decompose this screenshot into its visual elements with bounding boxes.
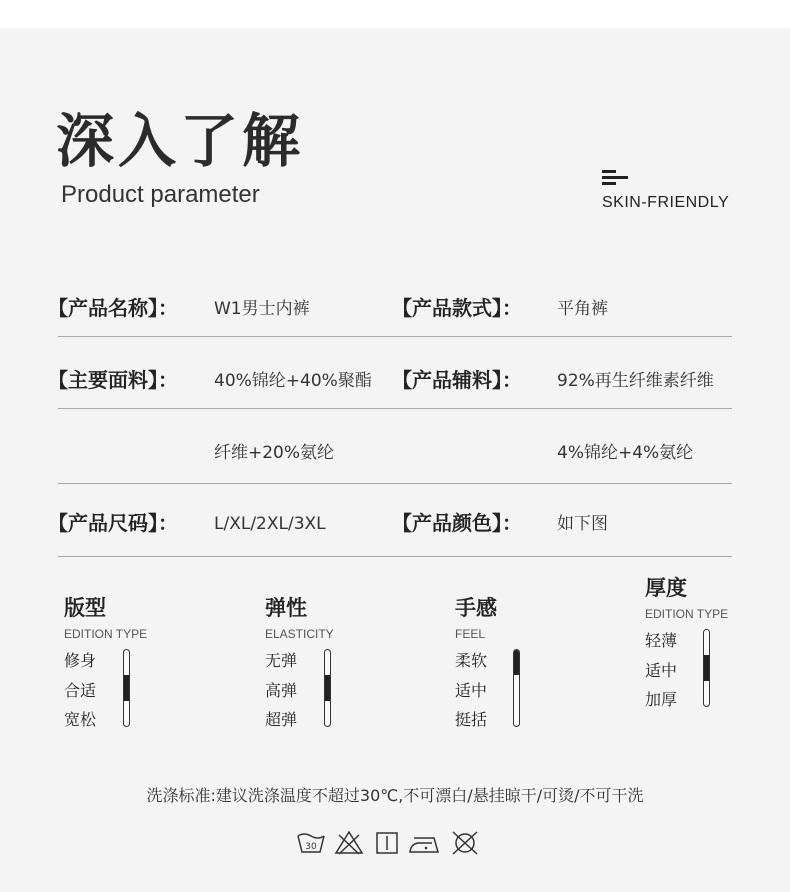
metric-option: 超弹 [265, 710, 298, 729]
param-value-fabric: 40%锦纶+40%聚酯 [214, 371, 372, 391]
metric-option: 宽松 [64, 710, 97, 729]
divider [58, 556, 732, 557]
param-value-size: L/XL/2XL/3XL [214, 514, 326, 534]
hang-dry-icon [374, 830, 400, 856]
level-bar [513, 649, 520, 727]
page-title: 深入了解 [56, 107, 305, 175]
no-dry-clean-icon [450, 830, 480, 856]
metric-option: 柔软 [455, 651, 488, 670]
metric-title: 版型 [64, 596, 106, 620]
metric-option: 修身 [64, 651, 97, 670]
metric-option: 无弹 [265, 651, 298, 670]
level-indicator [704, 655, 709, 680]
param-label-size: 【产品尺码】： [48, 511, 178, 535]
param-label-color: 【产品颜色】： [392, 511, 522, 535]
metric-title: 弹性 [265, 596, 307, 620]
param-value-fabric-cont: 纤维+20%氨纶 [214, 443, 335, 463]
level-indicator [124, 675, 129, 700]
param-value-name: W1男士内裤 [214, 299, 310, 319]
skin-friendly-badge: SKIN-FRIENDLY [602, 194, 730, 211]
level-bar [123, 649, 130, 727]
divider [58, 483, 732, 484]
metric-option: 加厚 [645, 690, 678, 709]
param-label-style: 【产品款式】： [392, 296, 522, 320]
metric-option: 适中 [455, 681, 488, 700]
level-indicator [514, 650, 519, 675]
metric-title: 手感 [455, 596, 497, 620]
metric-subtitle: FEEL [455, 627, 486, 641]
metric-subtitle: ELASTICITY [265, 627, 334, 641]
metric-subtitle: EDITION TYPE [645, 607, 729, 621]
divider [58, 336, 732, 337]
metric-option: 适中 [645, 661, 678, 680]
iron-icon [408, 830, 442, 856]
metric-title: 厚度 [645, 576, 687, 600]
param-label-name: 【产品名称】： [48, 296, 178, 320]
wash-30-icon [296, 830, 326, 856]
wash-temp: 30 [305, 842, 317, 852]
param-value-color: 如下图 [557, 514, 608, 534]
level-bar [703, 629, 710, 707]
param-value-accessory-cont: 4%锦纶+4%氨纶 [557, 443, 694, 463]
metric-option: 轻薄 [645, 631, 678, 650]
menu-lines-icon [602, 170, 628, 188]
param-value-accessory: 92%再生纤维素纤维 [557, 371, 714, 391]
metric-option: 高弹 [265, 681, 298, 700]
no-bleach-icon [334, 830, 364, 856]
param-value-style: 平角裤 [557, 299, 608, 319]
wash-instructions: 洗涤标准:建议洗涤温度不超过30℃,不可漂白/悬挂晾干/可烫/不可干洗 [146, 786, 644, 805]
param-label-fabric: 【主要面料】： [48, 368, 178, 392]
level-bar [324, 649, 331, 727]
param-label-accessory: 【产品辅料】： [392, 368, 522, 392]
metric-option: 合适 [64, 681, 97, 700]
metric-subtitle: EDITION TYPE [64, 627, 148, 641]
metric-option: 挺括 [455, 710, 488, 729]
divider [58, 408, 732, 409]
page-subtitle: Product parameter [61, 181, 260, 208]
level-indicator [325, 675, 330, 700]
